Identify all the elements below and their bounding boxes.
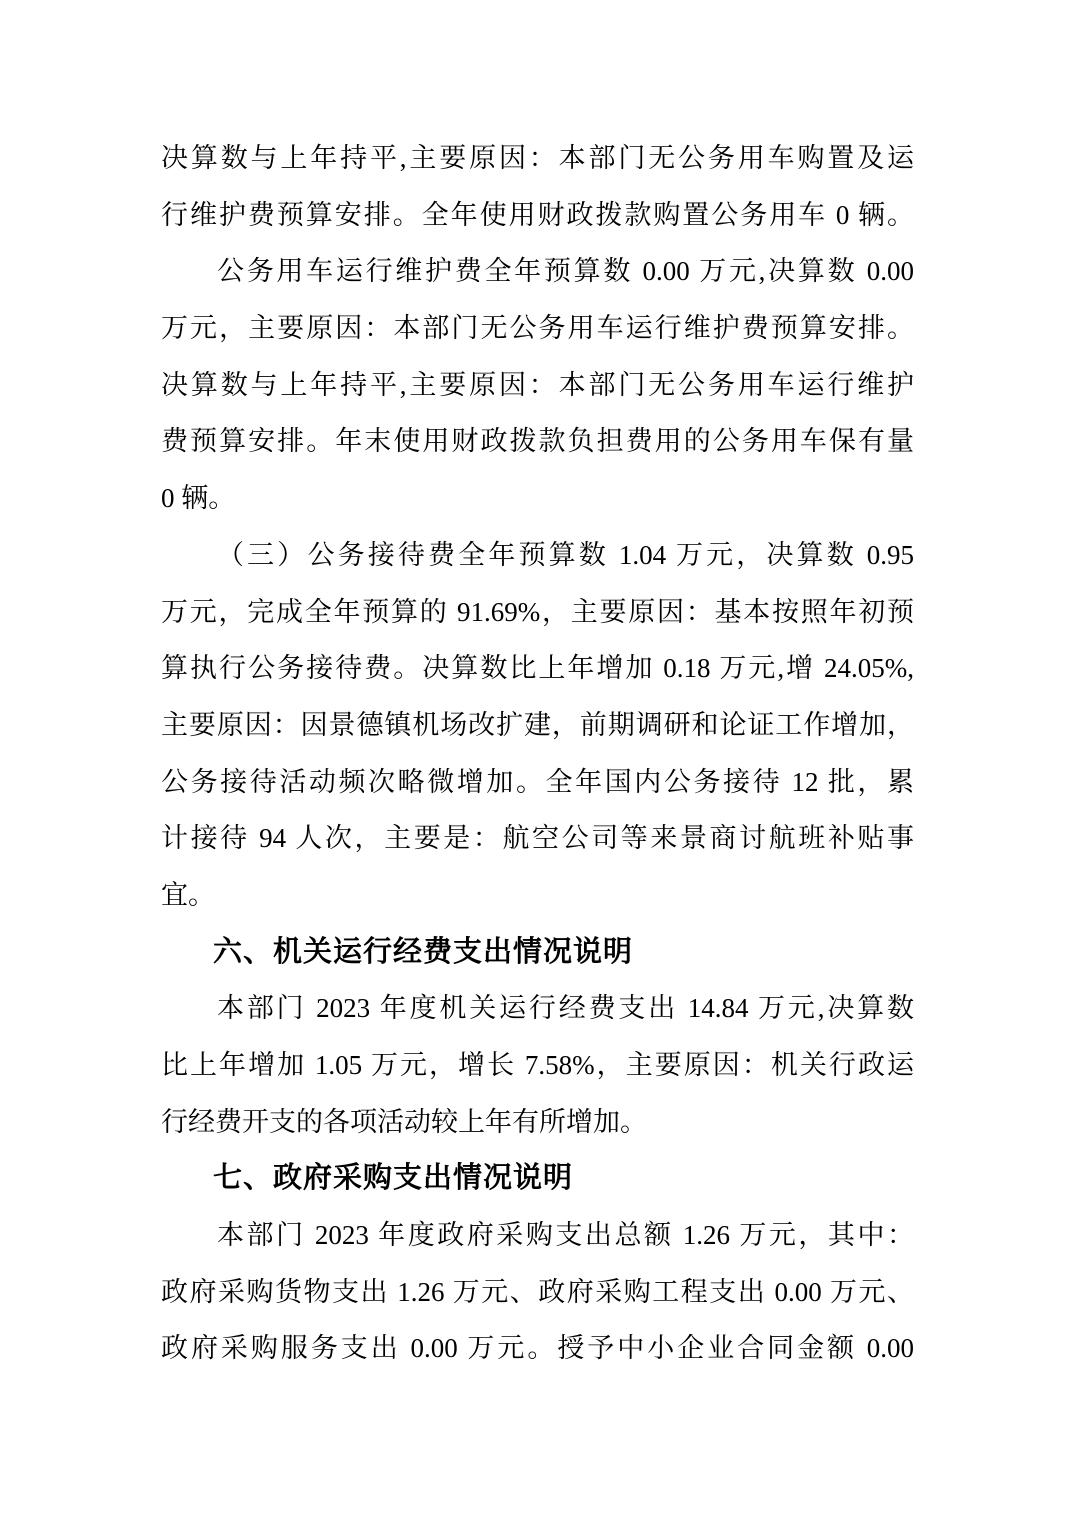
paragraph-line: 政府采购货物支出 1.26 万元、政府采购工程支出 0.00 万元、 [161,1276,914,1307]
paragraph-line: 政府采购服务支出 0.00 万元。授予中小企业合同金额 0.00 [161,1333,914,1364]
document-body [161,130,914,1377]
paragraph-line: 本部门 2023 年度机关运行经费支出 14.84 万元,决算数 [217,993,914,1024]
paragraph-line: 宜。 [161,879,215,910]
paragraph-line: 比上年增加 1.05 万元，增长 7.58%，主要原因：机关行政运 [161,1050,914,1080]
paragraph-line: 主要原因：因景德镇机场改扩建，前期调研和论证工作增加， [161,709,914,740]
paragraph-line: 决算数与上年持平,主要原因：本部门无公务用车购置及运 [161,143,914,173]
paragraph-line: 本部门 2023 年度政府采购支出总额 1.26 万元，其中： [217,1220,914,1251]
paragraph-line: 万元，主要原因：本部门无公务用车运行维护费预算安排。 [161,313,914,344]
paragraph-line: 万元，完成全年预算的 91.69%，主要原因：基本按照年初预 [161,596,914,627]
paragraph-line: （三）公务接待费全年预算数 1.04 万元，决算数 0.95 [217,539,914,570]
paragraph-line: 公务接待活动频次略微增加。全年国内公务接待 12 批，累 [161,766,914,797]
paragraph-line: 费预算安排。年末使用财政拨款负担费用的公务用车保有量 [161,426,914,457]
paragraph-line: 行维护费预算安排。全年使用财政拨款购置公务用车 0 辆。 [161,199,914,230]
paragraph-line: 决算数与上年持平,主要原因：本部门无公务用车运行维护 [161,369,914,400]
paragraph-line: 算执行公务接待费。决算数比上年增加 0.18 万元,增 24.05%, [161,653,914,684]
paragraph-line: 行经费开支的各项活动较上年有所增加。 [161,1106,647,1137]
section-heading: 六、机关运行经费支出情况说明 [213,935,634,968]
paragraph-line: 公务用车运行维护费全年预算数 0.00 万元,决算数 0.00 [217,256,914,287]
paragraph-line: 计接待 94 人次，主要是：航空公司等来景商讨航班补贴事 [161,823,914,854]
paragraph-line: 0 辆。 [161,483,236,514]
section-heading: 七、政府采购支出情况说明 [213,1162,574,1195]
